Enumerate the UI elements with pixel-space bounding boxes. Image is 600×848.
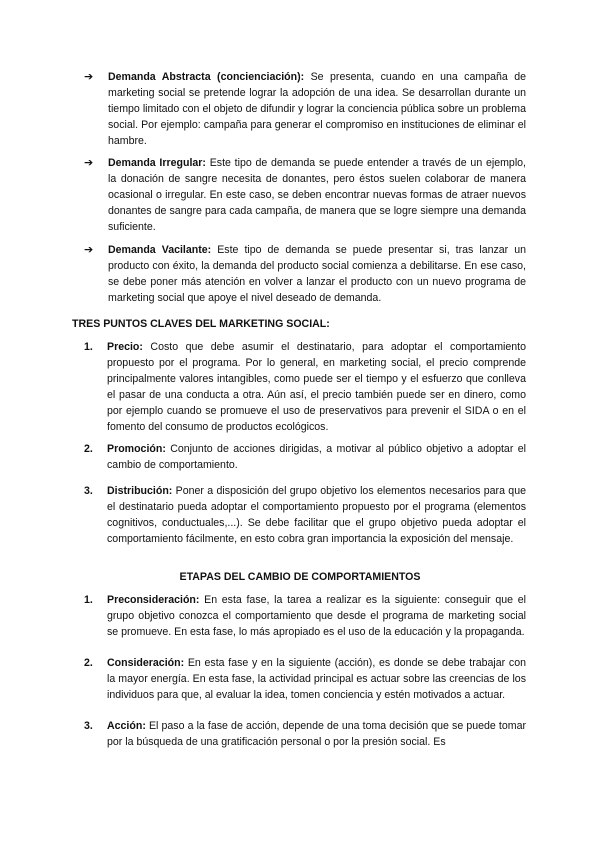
list-item-title: Distribución: (107, 485, 173, 497)
list-item-precio (84, 339, 526, 435)
list-item-preconsideracion (84, 592, 526, 640)
list-item-promocion (84, 441, 526, 473)
list-item-number: 3. (84, 485, 93, 497)
arrow-icon: ➔ (84, 71, 94, 83)
list-item-title: Consideración: (107, 657, 185, 669)
list-item-number: 1. (84, 341, 93, 353)
list-item-text: Poner a disposición del grupo objetivo los elementos necesarios para que el destinatario pueda adoptar el comportamiento propuesto por el programa (elementos cognitivos, conductuales,...). Se debe facilitar que el grupo objetivo pueda adoptar el comportamiento fácilmente, en esto cobra gran importancia la exposición del mensaje. (107, 485, 526, 545)
section-heading-etapas: ETAPAS DEL CAMBIO DE COMPORTAMIENTOS (179, 571, 421, 583)
list-item-body (107, 655, 526, 703)
list-item-consideracion (84, 655, 526, 703)
demand-item-title: Demanda Irregular: (108, 157, 206, 169)
list-item-title: Acción: (107, 720, 146, 732)
demand-item-body (108, 69, 526, 149)
list-item-body (107, 592, 526, 640)
arrow-icon: ➔ (84, 244, 94, 256)
arrow-icon: ➔ (84, 157, 94, 169)
list-item-body (107, 339, 526, 435)
list-item-body (107, 483, 526, 547)
demand-item-irregular (84, 155, 526, 235)
list-item-text: El paso a la fase de acción, depende de una toma decisión que se puede tomar por la búsqueda de una gratificación personal o por la presión social. Es (107, 720, 526, 748)
list-item-body (107, 718, 526, 750)
demand-item-text: Este tipo de demanda se puede entender a través de un ejemplo, la donación de sangre necesita de donantes, pero éstos suelen colaborar de manera ocasional o irregular. En este caso, se deben encontrar nuevas formas de atraer nuevos donantes de sangre para cada campaña, de manera que se logre siempre una demanda suficiente. (108, 157, 527, 233)
demand-item-text: Se presenta, cuando en una campaña de marketing social se pretende lograr la adopción de una idea. Se desarrollan durante un tiempo limitado con el objeto de difundir y lograr la conciencia pública sobre un problema social. Por ejemplo: campaña para generar el compromiso en instituciones de eliminar el hambre. (108, 71, 526, 147)
list-item-number: 2. (84, 657, 93, 669)
demand-item-title: Demanda Vacilante: (108, 244, 212, 256)
list-item-text: Costo que debe asumir el destinatario, para adoptar el comportamiento propuesto por el programa. Por lo general, en marketing social, el precio comprende principalmente valores intangibles, como puede ser el tiempo y el esfuerzo que conlleva el pasar de una conducta a otra. Aún así, el precio también puede ser en dinero, como por ejemplo cuando se promueve el uso de preservativos para prevenir el SIDA o en el fomento del consumo de productos ecológicos. (107, 341, 526, 433)
demand-item-body (108, 242, 526, 306)
list-item-accion (84, 718, 526, 750)
demand-item-abstracta (84, 69, 526, 149)
list-item-body (107, 441, 526, 473)
list-item-number: 3. (84, 720, 93, 732)
list-item-text: En esta fase, la tarea a realizar es la siguiente: conseguir que el grupo objetivo conozca el comportamiento que desde el programa de marketing social se promueve. En esta fase, lo más apropiado es el uso de la educación y la propaganda. (107, 594, 526, 638)
list-item-text: Conjunto de acciones dirigidas, a motivar al público objetivo a adoptar el cambio de comportamiento. (107, 443, 526, 471)
demand-item-title: Demanda Abstracta (concienciación): (108, 71, 305, 83)
list-item-title: Promoción: (107, 443, 166, 455)
list-item-title: Preconsideración: (107, 594, 200, 606)
list-item-text: En esta fase y en la siguiente (acción), es donde se debe trabajar con la mayor energía. En esta fase, la actividad principal es actuar sobre las creencias de los individuos para que, al evaluar la idea, tomen conciencia y estén motivados a actuar. (107, 657, 526, 701)
demand-item-text: Este tipo de demanda se puede presentar si, tras lanzar un producto con éxito, la demanda del producto social comienza a debilitarse. En ese caso, se debe poner más atención en volver a lanzar el producto con un nuevo programa de marketing social que apoye el nivel deseado de demanda. (108, 244, 527, 304)
demand-item-body (108, 155, 526, 235)
demand-item-vacilante (84, 242, 526, 306)
list-item-title: Precio: (107, 341, 143, 353)
section-heading-puntos-claves: TRES PUNTOS CLAVES DEL MARKETING SOCIAL: (72, 318, 330, 330)
list-item-distribucion (84, 483, 526, 547)
list-item-number: 2. (84, 443, 93, 455)
list-item-number: 1. (84, 594, 93, 606)
